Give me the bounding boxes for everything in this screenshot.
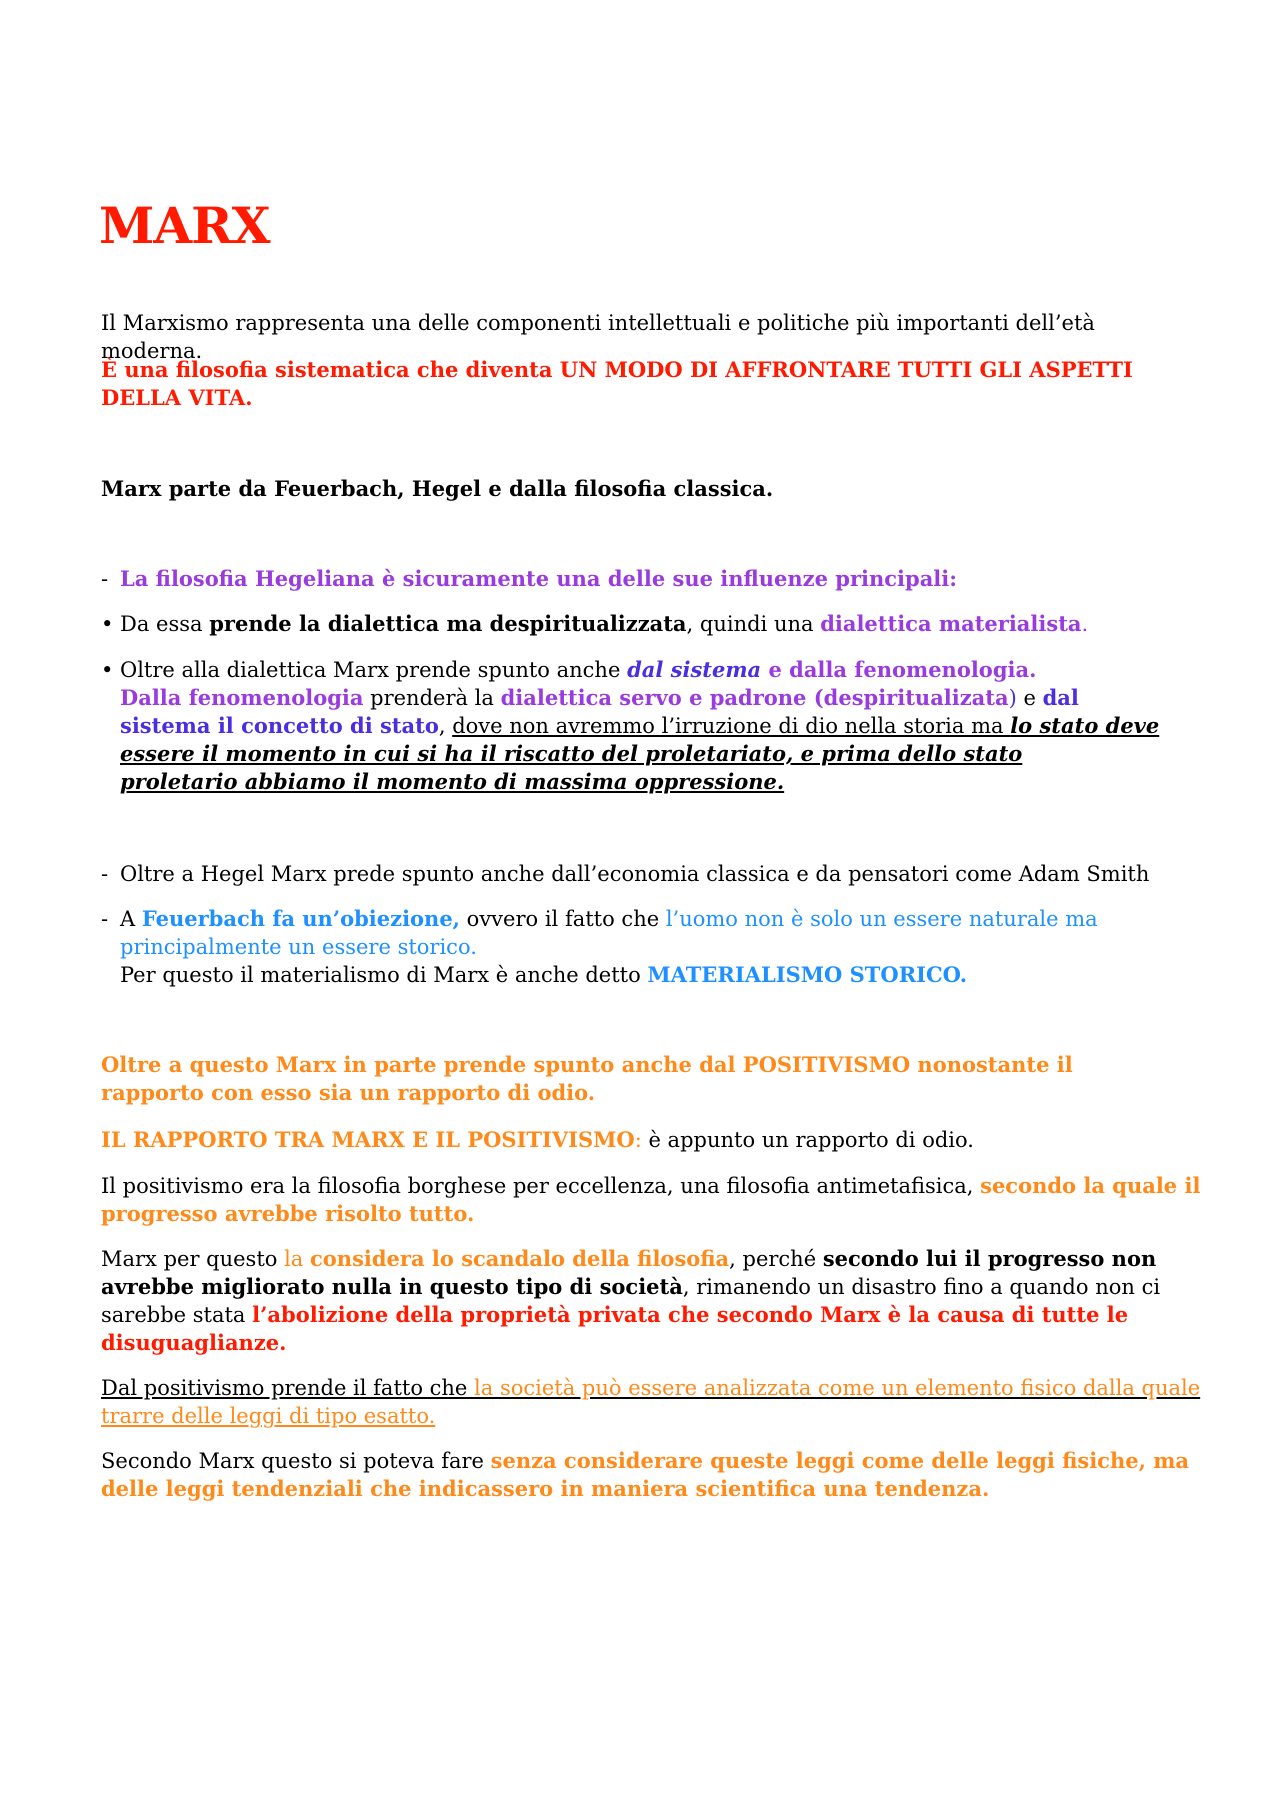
hegel-bullet-1: • Da essa prende la dialettica ma despiritualizzata, quindi una dialettica materialista.	[101, 611, 1089, 636]
hegel-bullet-2: • Oltre alla dialettica Marx prende spunto anche dal sistema e dalla fenomenologia. Dalla fenomenologia prenderà la dialettica servo e padrone (despiritualizata) e dal sistema il concetto di stato, dove non avremmo l’irruzione di dio nella storia ma lo stato deve essere il momento in cui si ha il riscatto del proletariato, e prima dello stato proletario abbiamo il momento di massima oppressione.	[101, 657, 1160, 794]
intro-highlight-line-2: DELLA VITA.	[101, 385, 253, 410]
positivism-analysis: Dal positivismo prende il fatto che la società può essere analizzata come un elemento fisico dalla quale trarre delle leggi di tipo esatto.	[101, 1376, 1201, 1428]
bullet-marker: •	[101, 658, 114, 682]
hegel-heading-item	[101, 565, 1201, 593]
intro-text: Il Marxismo rappresenta una delle componenti intellettuali e politiche più importanti dell’età moderna.	[101, 311, 1095, 363]
positivism-relation: IL RAPPORTO TRA MARX E IL POSITIVISMO: è appunto un rapporto di odio.	[101, 1127, 974, 1152]
intro-highlight-line-1: È una filosofia sistematica che diventa UN MODO DI AFFRONTARE TUTTI GLI ASPETTI	[101, 357, 1133, 382]
sources-heading: Marx parte da Feuerbach, Hegel e dalla filosofia classica.	[101, 476, 774, 501]
bullet-marker: •	[101, 612, 114, 636]
dash-marker: -	[101, 907, 109, 931]
positivism-bourgeois: Il positivismo era la filosofia borghese per eccellenza, una filosofia antimetafisica, secondo la quale il progresso avrebbe risolto tutto.	[101, 1173, 1201, 1226]
economy-item: - Oltre a Hegel Marx prede spunto anche dall’economia classica e da pensatori come Adam Smith	[101, 862, 1150, 886]
positivism-laws: Secondo Marx questo si poteva fare senza considerare queste leggi come delle leggi fisiche, ma delle leggi tendenziali che indicassero in maniera scientifica una tendenza.	[101, 1448, 1190, 1501]
positivism-intro: Oltre a questo Marx in parte prende spunto anche dal POSITIVISMO nonostante il rapporto con esso sia un rapporto di odio.	[101, 1052, 1073, 1105]
intro-highlight	[101, 356, 1201, 412]
page-title: MARX	[99, 196, 270, 255]
dash-marker: -	[101, 862, 109, 886]
hegel-heading: La filosofia Hegeliana è sicuramente una delle sue influenze principali:	[120, 566, 958, 591]
positivism-scandal: Marx per questo la considera lo scandalo della filosofia, perché secondo lui il progresso non avrebbe migliorato nulla in questo tipo di società, rimanendo un disastro fino a quando non ci sarebbe stata l’abolizione della proprietà privata che secondo Marx è la causa di tutte le disuguaglianze.	[101, 1246, 1161, 1355]
dash-marker: -	[101, 567, 109, 591]
feuerbach-item: - A Feuerbach fa un’obiezione, ovvero il fatto che l’uomo non è solo un essere naturale ma principalmente un essere storico. Per questo il materialismo di Marx è anche detto MATERIALISMO STORICO.	[101, 906, 1098, 987]
